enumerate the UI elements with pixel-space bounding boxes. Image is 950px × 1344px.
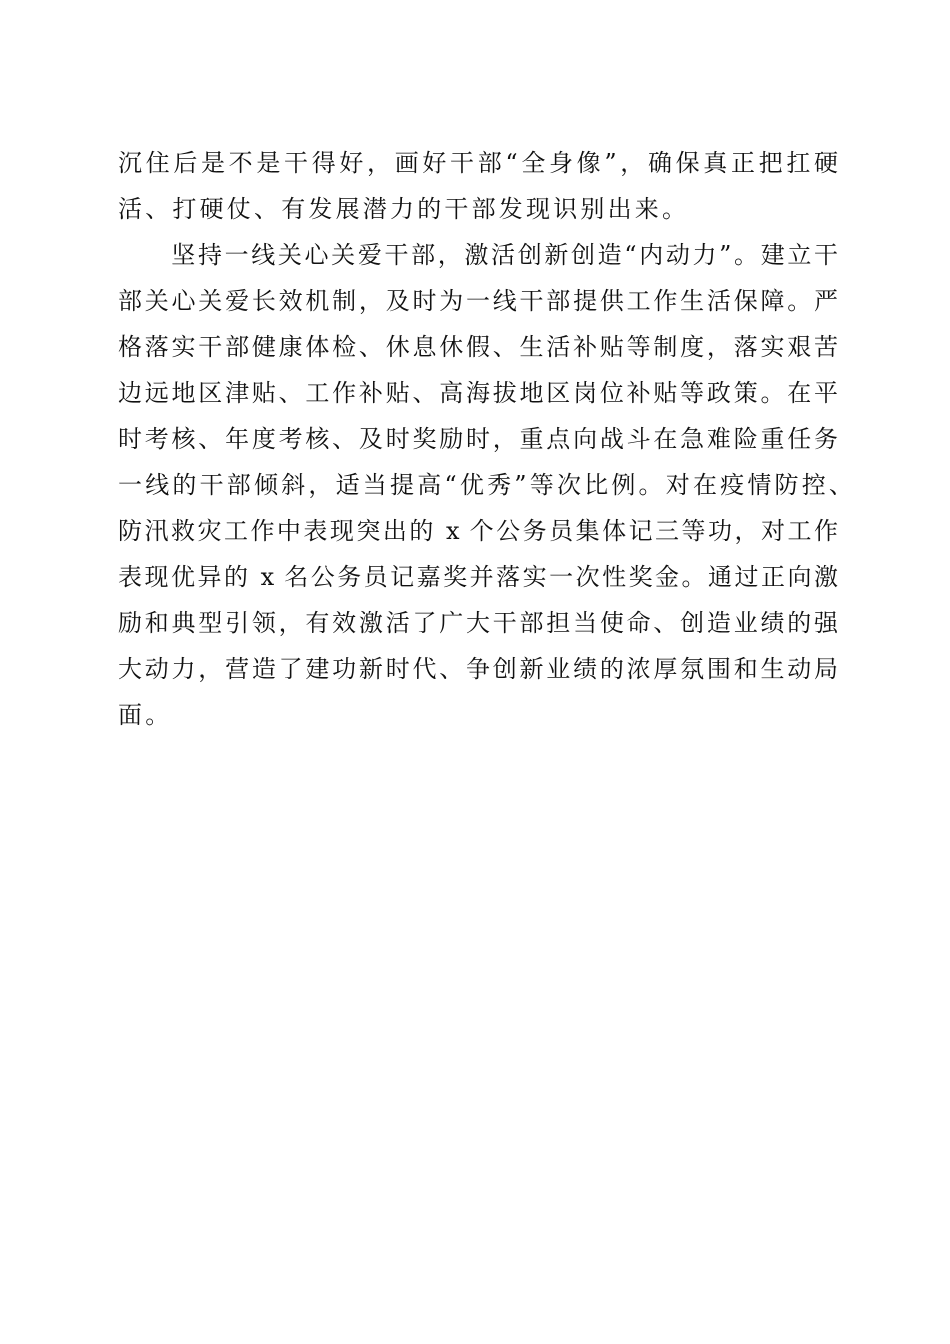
- text-line: 一线的干部倾斜，适当提高“优秀”等次比例。对在疫情防控、: [118, 471, 857, 499]
- text-line: 活、打硬仗、有发展潜力的干部发现识别出来。: [118, 195, 690, 223]
- text-line: 防汛救灾工作中表现突出的 x 个公务员集体记三等功，对工作: [118, 517, 838, 545]
- text-line: 面。: [118, 701, 173, 729]
- text-line: 大动力，营造了建功新时代、争创新业绩的浓厚氛围和生动局: [118, 655, 838, 683]
- text-line: 边远地区津贴、工作补贴、高海拔地区岗位补贴等政策。在平: [118, 379, 838, 407]
- text-line: 坚持一线关心关爱干部，激活创新创造“内动力”。建立干: [118, 241, 838, 269]
- text-line: 励和典型引领，有效激活了广大干部担当使命、创造业绩的强: [118, 609, 838, 637]
- text-line: 表现优异的 x 名公务员记嘉奖并落实一次性奖金。通过正向激: [118, 563, 838, 591]
- text-line: 格落实干部健康体检、休息休假、生活补贴等制度，落实艰苦: [118, 333, 838, 361]
- text-line: 沉住后是不是干得好，画好干部“全身像”，确保真正把扛硬: [118, 149, 838, 177]
- text-line: 部关心关爱长效机制，及时为一线干部提供工作生活保障。严: [118, 287, 838, 315]
- body-text: [118, 140, 857, 738]
- text-line: 时考核、年度考核、及时奖励时，重点向战斗在急难险重任务: [118, 425, 838, 453]
